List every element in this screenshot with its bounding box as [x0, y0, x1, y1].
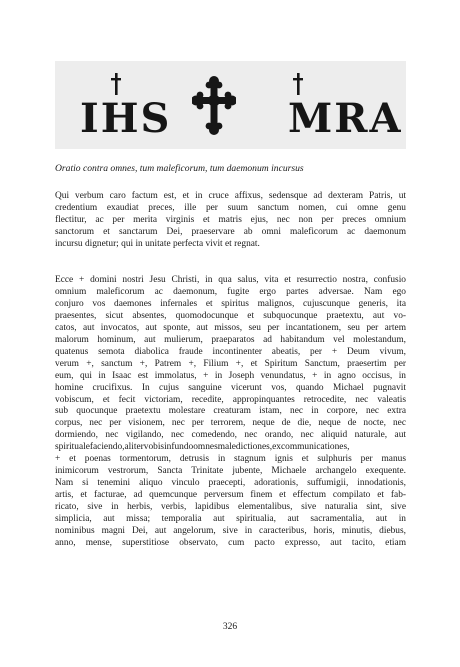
text-line: inimicorum vestrorum, Sancta Trinitate jubente, Michaele archangelo exequente. [55, 466, 406, 477]
mra-monogram: MRA [288, 95, 403, 142]
text-line: quatenus semota diabolica fraude incontinenter abeatis, per + Deum vivum, [55, 346, 406, 357]
text-line: eum, qui in Isaac est immolatus, + in Joseph venundatus, + in agno occisus, in [55, 370, 406, 381]
header-woodcut [55, 61, 406, 149]
paragraph-1 [55, 191, 406, 251]
text-line: verum +, sanctum +, Patrem +, Filium +, et Spiritum Sanctum, praesertim per [55, 358, 406, 369]
text-line: omnium maleficorum ac daemonum, fugite ergo partes adversae. Nam ego [55, 286, 406, 297]
text-line: catos, aut invocatos, aut sponte, aut missos, seu per incantationem, seu per artem [55, 322, 406, 333]
text-line: malorum hominum, aut mulierum, praeparatos ad habitandum vel molestandum, [55, 334, 406, 345]
text-line: Ecce + domini nostri Jesu Christi, in qua salus, vita et resurrectio nostra, confusio [55, 275, 406, 285]
ihs-monogram: IHS [80, 95, 172, 142]
text-line: vobiscum, et fecit victoriam, recedite, appropinquantes retrocedite, nec valeatis [55, 394, 406, 405]
paragraph-2 [55, 275, 406, 550]
text-line: + et poenas tormentorum, detrusis in stagnum ignis et sulphuris per manus [55, 454, 406, 465]
text-line: conjuro vos daemones infernales et spiritus malignos, cujuscunque generis, ita [55, 298, 406, 309]
prayer-title: Oratio contra omnes, tum maleficorum, tum daemonum incursus [55, 163, 304, 174]
text-line: anno, mense, superstitiose observato, cum pacto expresso, aut tacito, etiam [55, 537, 406, 548]
text-line: dormiendo, nec vigilando, nec comedendo, nec orando, nec aliquid naturale, aut [55, 430, 406, 441]
text-line: simplicia, aut missa; temporalia aut spiritualia, aut sacramentalia, aut in [55, 514, 406, 525]
text-line: Qui verbum caro factum est, et in cruce affixus, sedensque ad dexteram Patris, ut [55, 191, 406, 201]
text-line: flectitur, ac per merita virginis et matris ejus, nec non per preces omnium [55, 214, 406, 225]
text-line: artis, et facturae, ad quemcunque perversum finem et effectum compilato et fab- [55, 490, 406, 501]
text-line: praesentes, sicut absentes, quomodocunque et subquocunque praetextu, aut vo- [55, 310, 406, 321]
text-line: credentium exaudiat preces, ille per suum sanctum nomen, cui omne genu [55, 202, 406, 213]
page-number: 326 [222, 622, 238, 632]
text-line: Nam si tenemini aliquo vinculo praecepti, adorationis, suffumigii, innodationis, [55, 478, 406, 489]
text-line: sanctorum et sanctarum Dei, praeservare ab omni maleficorum ac daemonum [55, 226, 406, 237]
text-line: sub quocunque praetextu molestare creaturam istam, nec in corpore, nec extra [55, 406, 406, 417]
text-line: homine crucifixus. In cujus sanguine vicerunt vos, quando Michael pugnavit [55, 382, 406, 393]
text-line: spiritualefaciendo,alitervobisinfundoomnesmaledictiones,excommunicationes, [55, 442, 350, 453]
text-line: incursu dignetur; qui in unitate perfecta vivit et regnat. [55, 238, 260, 249]
text-line: ricato, sive in herbis, verbis, lapidibus elementalibus, sive naturalia sint, sive [55, 502, 406, 513]
cross-fleury-icon [192, 76, 236, 141]
text-line: corpus, nec per visionem, nec per terrorem, neque de die, neque de nocte, nec [55, 418, 406, 429]
text-line: nominibus magni Dei, aut angelorum, sive in caracteribus, horis, minutis, diebus, [55, 526, 406, 537]
